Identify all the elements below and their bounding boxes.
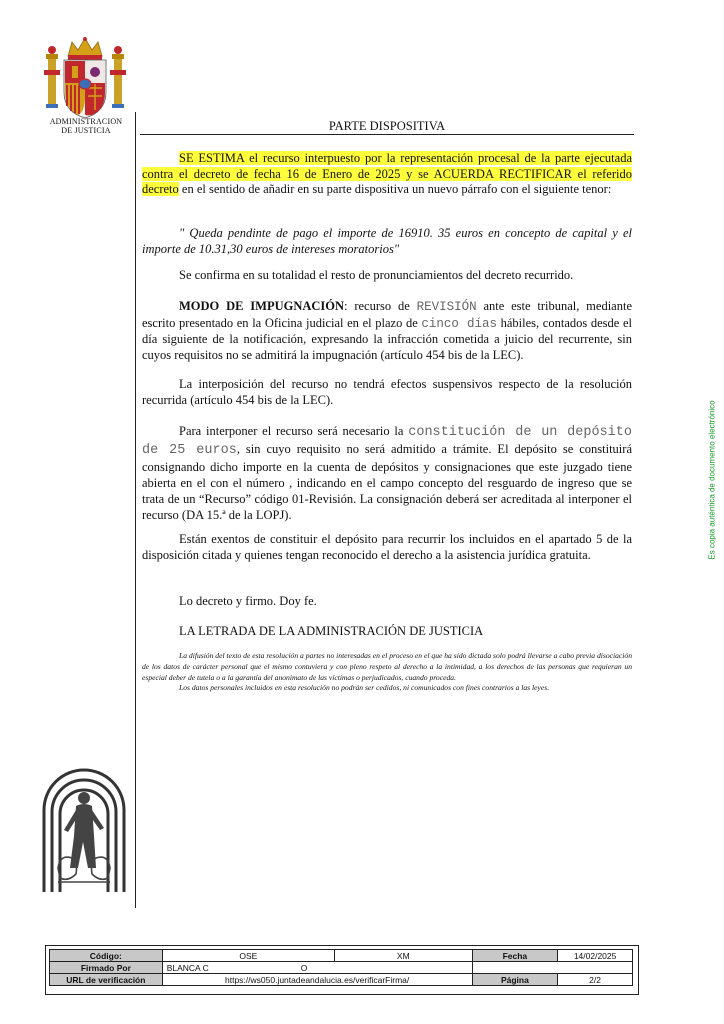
fecha-label: Fecha [472, 950, 558, 962]
signatory-title [142, 624, 632, 640]
privacy-line2 [142, 683, 632, 694]
pagina-value: 2/2 [558, 974, 633, 986]
paragraph-estima-rest: en el sentido de añadir en su parte dispositiva un nuevo párrafo con el siguiente tenor: [178, 182, 612, 197]
highlighted-decision: SE ESTIMA el recurso interpuesto por la representación procesal de la parte ejecutada contra el decreto de fecha 16 de Enero de 2025 y se ACUERDA RECTIFICAR el referido decreto [142, 151, 632, 197]
footer-row-firmado [50, 962, 633, 974]
firmado-value1: BLANCA C [166, 962, 209, 973]
paragraph-deposito [142, 423, 632, 523]
codigo-value1: OSE [162, 950, 334, 962]
confirma-text: Se confirma en su totalidad el resto de pronunciamientos del decreto recurrido. [179, 268, 574, 282]
paragraph-quote [142, 226, 632, 257]
admin-label-line1: ADMINISTRACION [49, 117, 123, 126]
title-rule [140, 134, 634, 135]
footer-row-codigo [50, 950, 633, 962]
quote-text: " Queda pendinte de pago el importe de 16910. 35 euros en concepto de capital y el importe de 10.31,30 euros de intereses moratorios" [142, 226, 632, 256]
verification-table [49, 949, 633, 986]
codigo-value2: XM [334, 950, 472, 962]
privacy-line1-text: La difusión del texto de esta resolución a partes no interesadas en el proceso en el que ha sido dictada solo podrá llevarse a cabo previa disociación de los datos de carácter personal que el mismo contuviera y con pleno respeto al derecho a la intimidad, a los derechos de las personas que requieran un especial deber de tutela o a la garantía del anonimato de las víctimas o perjudicados, cuando proceda. [142, 651, 632, 682]
firmo-text: Lo decreto y firmo. Doy fe. [179, 594, 317, 608]
firmado-value [162, 962, 472, 974]
exentos-text: Están exentos de constituir el depósito para recurrir los incluidos en el apartado 5 de la disposición citada y quienes tengan reconocido el derecho a la asistencia jurídica gratuita. [142, 532, 632, 562]
deposito-text-a: Para interponer el recurso será necesario la [179, 424, 409, 438]
firmado-value2: O [300, 962, 308, 973]
plazo-value: cinco días [421, 316, 497, 331]
url-label: URL de verificación [50, 974, 163, 986]
left-margin-rule [135, 112, 136, 908]
deposito-amount: constitución de un depósito de 25 euros [142, 425, 632, 458]
page-title: PARTE DISPOSITIVA [328, 119, 446, 133]
admin-label-line2: DE JUSTICIA [61, 126, 111, 135]
privacy-line2-text: Los datos personales incluidos en esta resolución no podrán ser cedidos, ni comunicados con fines contrarios a las leyes. [179, 683, 550, 693]
url-value[interactable]: https://ws050.juntadeandalucia.es/verificarFirma/ [162, 974, 472, 986]
footer-row-url [50, 974, 633, 986]
junta-andalucia-logo-icon [38, 758, 130, 892]
fecha-value: 14/02/2025 [558, 950, 633, 962]
firmado-empty [472, 962, 632, 974]
impugnacion-heading: MODO DE IMPUGNACIÓN [179, 299, 345, 313]
coat-of-arms-icon [44, 36, 126, 120]
paragraph-efectos [142, 377, 632, 408]
authentic-copy-text: Es copia auténtica de documento electrónico [707, 400, 717, 560]
paragraph-estima [142, 151, 632, 198]
impugnacion-text-b: ante este tribunal, mediante escrito presentado en la Oficina judicial en el plazo de [142, 299, 632, 330]
pagina-label: Página [472, 974, 558, 986]
recurso-type: REVISIÓN [416, 300, 477, 314]
impugnacion-text-a: : recurso de [344, 299, 417, 313]
paragraph-impugnacion [142, 299, 632, 363]
privacy-notice [142, 651, 632, 694]
authentic-copy-note [705, 380, 719, 580]
privacy-line1 [142, 651, 632, 683]
efectos-text: La interposición del recurso no tendrá efectos suspensivos respecto de la resolución recurrida (artículo 454 bis de la LEC). [142, 377, 632, 407]
paragraph-firmo [142, 594, 632, 610]
firmado-label: Firmado Por [50, 962, 163, 974]
signatory-text: LA LETRADA DE LA ADMINISTRACIÓN DE JUSTICIA [179, 624, 484, 638]
codigo-label: Código: [50, 950, 163, 962]
deposito-text-b: , sin cuyo requisito no será admitido a trámite. El depósito se constituirá consignando dicho importe en la cuenta de depósitos y consignaciones que este juzgado tiene abierta en el con el número , indicando en el campo concepto del resguardo de ingreso que se trata de un “Recurso” código 01-Revisión. La consignación deberá ser acreditada al interponer el recurso (DA 15.ª de la LOPJ). [142, 442, 632, 522]
impugnacion-text-c: hábiles, contados desde el día siguiente de la notificación, expresando la infracción cometida a juicio del recurrente, sin cuyos requisitos no se admitirá la impugnación (artículo 454 bis de la LEC). [142, 315, 633, 362]
paragraph-exentos [142, 532, 632, 563]
admin-label [40, 117, 132, 135]
paragraph-confirma [142, 268, 632, 284]
